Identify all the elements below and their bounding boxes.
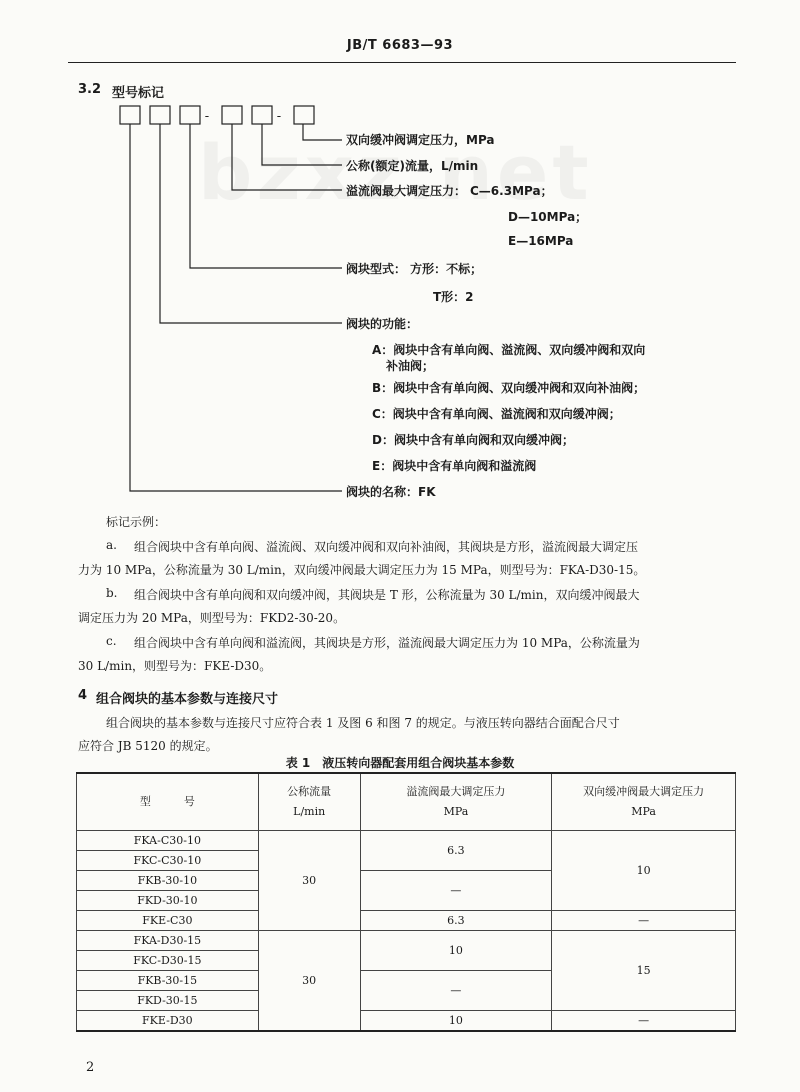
example-c-marker: c.: [106, 634, 117, 648]
relief-code-d: D—10MPa；: [508, 210, 588, 224]
relief-cell: —: [360, 971, 552, 1011]
leader-block-function: [160, 124, 342, 323]
header-flow: 公称流量 L/min: [258, 773, 360, 831]
code-dash-2: -: [276, 109, 282, 124]
page-number: 2: [86, 1060, 95, 1075]
label-relief-pressure: 溢流阀最大调定压力：: [346, 184, 467, 198]
code-box-1: [120, 106, 140, 124]
function-c: C：阀块中含有单向阀、溢流阀和双向缓冲阀；: [372, 407, 621, 421]
table-1: [76, 772, 736, 1032]
code-box-6: [294, 106, 314, 124]
model-cell: FKB-30-15: [77, 971, 259, 991]
example-b-marker: b.: [106, 586, 118, 600]
document-number: JB/T 6683—93: [346, 38, 454, 53]
function-e: E：阀块中含有单向阀和溢流阀: [372, 459, 537, 473]
function-b: B：阀块中含有单向阀、双向缓冲阀和双向补油阀；: [372, 381, 646, 395]
code-box-2: [150, 106, 170, 124]
flow-cell: 30: [258, 831, 360, 931]
header-model: 型 号: [77, 773, 259, 831]
table-row: [77, 1011, 736, 1032]
buffer-cell: 10: [552, 831, 736, 911]
relief-cell: 6.3: [360, 831, 552, 871]
block-type-t: T形：2: [433, 290, 474, 304]
relief-cell: 6.3: [360, 911, 552, 931]
example-b-line1: 组合阀块中含有单向阀和双向缓冲阀，其阀块是 T 形，公称流量为 30 L/min，双向缓冲阀最大: [134, 588, 640, 602]
section-4-number: 4: [78, 688, 88, 703]
example-a-marker: a.: [106, 538, 117, 552]
table-row: [77, 931, 736, 951]
section-4-para-line1: 组合阀块的基本参数与连接尺寸应符合表 1 及图 6 和图 7 的规定。与液压转向器结合面配合尺寸: [106, 716, 620, 730]
buffer-cell: 15: [552, 931, 736, 1011]
code-box-3: [180, 106, 200, 124]
model-cell: FKB-30-10: [77, 871, 259, 891]
model-cell: FKE-D30: [77, 1011, 259, 1032]
table-header-row: [77, 773, 736, 831]
model-cell: FKA-C30-10: [77, 831, 259, 851]
code-box-5: [252, 106, 272, 124]
label-block-function: 阀块的功能：: [346, 317, 419, 331]
table-row: [77, 911, 736, 931]
flow-cell: 30: [258, 931, 360, 1032]
leader-block-name: [130, 124, 342, 491]
relief-code-e: E—16MPa: [508, 234, 574, 248]
example-b-line2: 调定压力为 20 MPa，则型号为：FKD2-30-20。: [78, 611, 346, 625]
code-dash-1: -: [204, 109, 210, 124]
section-3-2-title: 型号标记: [112, 86, 165, 101]
table-row: [77, 831, 736, 851]
table-1-caption: 表 1 液压转向器配套用组合阀块基本参数: [285, 756, 515, 770]
label-block-name: 阀块的名称：FK: [346, 485, 436, 499]
model-cell: FKE-C30: [77, 911, 259, 931]
code-box-4: [222, 106, 242, 124]
leader-flow: [262, 124, 342, 165]
section-3-2-number: 3.2: [78, 82, 102, 97]
function-a-cont: 补油阀；: [386, 359, 435, 373]
example-c-line2: 30 L/min，则型号为：FKE-D30。: [78, 659, 272, 673]
model-code-diagram: [0, 0, 800, 500]
relief-cell: 10: [360, 1011, 552, 1032]
relief-code-c: C—6.3MPa；: [470, 184, 553, 198]
example-c-line1: 组合阀块中含有单向阀和溢流阀，其阀块是方形，溢流阀最大调定压力为 10 MPa，公称流量为: [134, 636, 640, 650]
model-cell: FKC-D30-15: [77, 951, 259, 971]
model-cell: FKD-30-10: [77, 891, 259, 911]
relief-cell: —: [360, 871, 552, 911]
leader-block-type: [190, 124, 342, 268]
header-relief: 溢流阀最大调定压力 MPa: [360, 773, 552, 831]
examples-heading: 标记示例：: [106, 515, 167, 529]
model-cell: FKA-D30-15: [77, 931, 259, 951]
label-buffer-pressure: 双向缓冲阀调定压力，MPa: [346, 133, 495, 147]
section-4-para-line2: 应符合 JB 5120 的规定。: [78, 739, 218, 753]
buffer-cell: —: [552, 911, 736, 931]
model-cell: FKC-C30-10: [77, 851, 259, 871]
function-a: A：阀块中含有单向阀、溢流阀、双向缓冲阀和双向: [372, 343, 646, 357]
example-a-line1: 组合阀块中含有单向阀、溢流阀、双向缓冲阀和双向补油阀，其阀块是方形，溢流阀最大调定压: [134, 540, 639, 554]
header-buffer: 双向缓冲阀最大调定压力 MPa: [552, 773, 736, 831]
leader-relief-pressure: [232, 124, 342, 190]
label-block-type: 阀块型式： 方形：不标；: [346, 262, 483, 276]
example-a-line2: 力为 10 MPa，公称流量为 30 L/min，双向缓冲阀最大调定压力为 15 MPa，则型号为：FKA-D30-15。: [78, 563, 646, 577]
buffer-cell: —: [552, 1011, 736, 1032]
leader-buffer-pressure: [303, 124, 342, 140]
function-d: D：阀块中含有单向阀和双向缓冲阀；: [372, 433, 574, 447]
section-4-title: 组合阀块的基本参数与连接尺寸: [96, 692, 279, 707]
relief-cell: 10: [360, 931, 552, 971]
model-cell: FKD-30-15: [77, 991, 259, 1011]
label-flow: 公称(额定)流量，L/min: [346, 159, 479, 173]
